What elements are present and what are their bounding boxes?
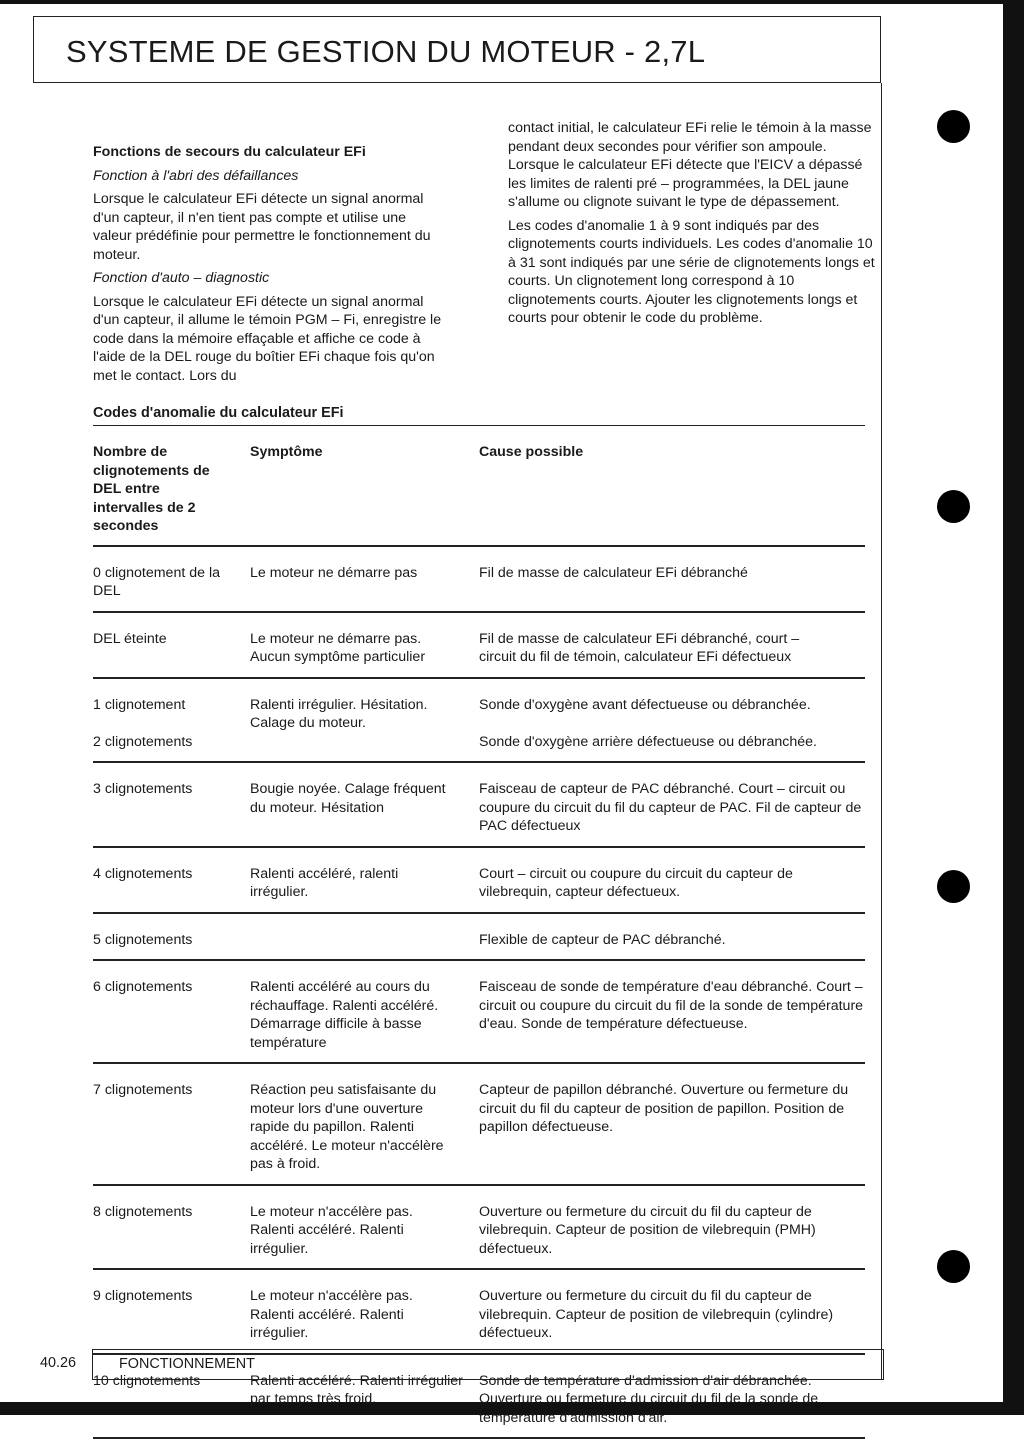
subheading-self-diagnostic: Fonction d'auto – diagnostic	[93, 269, 448, 288]
cell-count: 9 clignotements	[93, 1287, 250, 1343]
table-row	[93, 733, 865, 764]
table-top-rule	[93, 425, 865, 426]
cell-symptom: Le moteur ne démarre pas. Aucun symptôme particulier	[250, 630, 460, 667]
table-row	[93, 613, 865, 679]
left-text-column	[93, 143, 448, 390]
frame-right-rule	[881, 83, 882, 1380]
cell-cause: Faisceau de capteur de PAC débranché. Court – circuit ou coupure du circuit du fil du capteur de PAC. Fil de capteur de PAC défectueux	[479, 780, 865, 836]
scan-edge-right	[1003, 0, 1024, 1415]
binder-hole	[937, 870, 970, 903]
table-row	[93, 914, 865, 962]
table-row	[93, 848, 865, 914]
table-row	[93, 1064, 865, 1186]
header-symptom: Symptôme	[250, 443, 479, 536]
cell-count: 8 clignotements	[93, 1203, 250, 1259]
right-text-column	[508, 119, 878, 333]
binder-hole	[937, 110, 970, 143]
cell-cause: Fil de masse de calculateur EFi débranché, court – circuit du fil de témoin, calculateur EFi défectueux	[479, 630, 809, 667]
cell-count: 3 clignotements	[93, 780, 250, 836]
cell-cause: Ouverture ou fermeture du circuit du fil du capteur de vilebrequin. Capteur de position de vilebrequin (PMH) défectueux.	[479, 1203, 855, 1259]
footer-box	[92, 1349, 884, 1380]
cell-symptom: Réaction peu satisfaisante du moteur lors d'une ouverture rapide du papillon. Ralenti accéléré. Le moteur n'accélère pas à froid.	[250, 1081, 462, 1174]
cell-symptom: Ralenti accéléré. Ralenti irrégulier par temps très froid.	[250, 1372, 465, 1428]
cell-cause: Sonde d'oxygène arrière défectueuse ou débranchée.	[479, 733, 865, 752]
cell-symptom: Ralenti accéléré, ralenti irrégulier.	[250, 865, 430, 902]
scan-edge-top	[0, 0, 1024, 4]
subheading-fail-safe: Fonction à l'abri des défaillances	[93, 167, 448, 186]
cell-count: 7 clignotements	[93, 1081, 250, 1174]
cell-symptom: Le moteur n'accélère pas. Ralenti accéléré. Ralenti irrégulier.	[250, 1287, 440, 1343]
paragraph-fail-safe: Lorsque le calculateur EFi détecte un signal anormal d'un capteur, il n'en tient pas compte et utilise une valeur prédéfinie pour permettre le fonctionnement du moteur.	[93, 190, 448, 264]
cell-cause: Sonde de température d'admission d'air débranchée. Ouverture ou fermeture du circuit du fil de la sonde de température d'admission d'air.	[479, 1372, 865, 1428]
cell-count: 6 clignotements	[93, 978, 250, 1052]
table-row	[93, 1186, 865, 1271]
table-row	[93, 961, 865, 1064]
paragraph-code-explanation: Les codes d'anomalie 1 à 9 sont indiqués par des clignotements courts individuels. Les codes d'anomalie 10 à 31 sont indiqués par une série de clignotements longs et courts. Un clignotement long correspond à 10 clignotements courts. Ajouter les clignotements longs et courts pour obtenir le code du problème.	[508, 217, 878, 328]
cell-count: 4 clignotements	[93, 865, 250, 902]
section-heading-fallback: Fonctions de secours du calculateur EFi	[93, 143, 448, 162]
footer-section-label: FONCTIONNEMENT	[119, 1356, 255, 1372]
cell-cause: Capteur de papillon débranché. Ouverture ou fermeture du circuit du fil du capteur de position de papillon. Position de papillon défectueuse.	[479, 1081, 865, 1174]
cell-count: 2 clignotements	[93, 733, 250, 752]
cell-count: 10 clignotements	[93, 1372, 250, 1428]
codes-table-heading: Codes d'anomalie du calculateur EFi	[93, 405, 344, 421]
title-box	[33, 16, 881, 83]
page-title: SYSTEME DE GESTION DU MOTEUR - 2,7L	[66, 34, 705, 70]
cell-cause: Fil de masse de calculateur EFi débranché	[479, 564, 865, 601]
cell-count: 1 clignotement	[93, 696, 250, 733]
cell-cause: Faisceau de sonde de température d'eau débranché. Court – circuit ou coupure du circuit du fil de la sonde de température d'eau. Sonde de température défectueuse.	[479, 978, 865, 1052]
header-cause: Cause possible	[479, 443, 865, 536]
cell-symptom: Le moteur n'accélère pas. Ralenti accéléré. Ralenti irrégulier.	[250, 1203, 440, 1259]
cell-count: 5 clignotements	[93, 931, 250, 950]
cell-symptom	[250, 931, 479, 950]
cell-symptom	[250, 733, 479, 752]
binder-hole	[937, 490, 970, 523]
page-number: 40.26	[40, 1355, 76, 1371]
cell-symptom: Ralenti accéléré au cours du réchauffage. Ralenti accéléré. Démarrage difficile à basse température	[250, 978, 462, 1052]
paragraph-initial-contact: contact initial, le calculateur EFi relie le témoin à la masse pendant deux secondes pour vérifier son ampoule. Lorsque le calculateur EFi détecte que l'EICV a dépassé les limites de ralenti pré – programmées, la DEL jaune s'allume ou clignote suivant le type de dépassement.	[508, 119, 878, 212]
table-row	[93, 763, 865, 848]
table-row	[93, 1270, 865, 1355]
cell-symptom: Ralenti irrégulier. Hésitation. Calage du moteur.	[250, 696, 455, 733]
cell-count: 0 clignotement de la DEL	[93, 564, 238, 601]
table-header-row	[93, 425, 865, 547]
table-row	[93, 547, 865, 613]
binder-hole	[937, 1250, 970, 1283]
header-count: Nombre de clignotements de DEL entre intervalles de 2 secondes	[93, 443, 233, 536]
cell-cause: Sonde d'oxygène avant défectueuse ou débranchée.	[479, 696, 865, 733]
table-row	[93, 679, 865, 733]
cell-count: DEL éteinte	[93, 630, 250, 667]
fault-codes-table	[93, 425, 865, 1439]
cell-symptom: Bougie noyée. Calage fréquent du moteur. Hésitation	[250, 780, 465, 836]
paragraph-self-diagnostic: Lorsque le calculateur EFi détecte un signal anormal d'un capteur, il allume le témoin PGM – Fi, enregistre le code dans la mémoire effaçable et affiche ce code à l'aide de la DEL rouge du boîtier EFi chaque fois qu'on met le contact. Lors du	[93, 293, 448, 386]
cell-cause: Flexible de capteur de PAC débranché.	[479, 931, 865, 950]
cell-cause: Ouverture ou fermeture du circuit du fil du capteur de vilebrequin. Capteur de position de vilebrequin (cylindre) défectueux.	[479, 1287, 855, 1343]
cell-symptom: Le moteur ne démarre pas	[250, 564, 479, 601]
cell-cause: Court – circuit ou coupure du circuit du capteur de vilebrequin, capteur défectueux.	[479, 865, 839, 902]
